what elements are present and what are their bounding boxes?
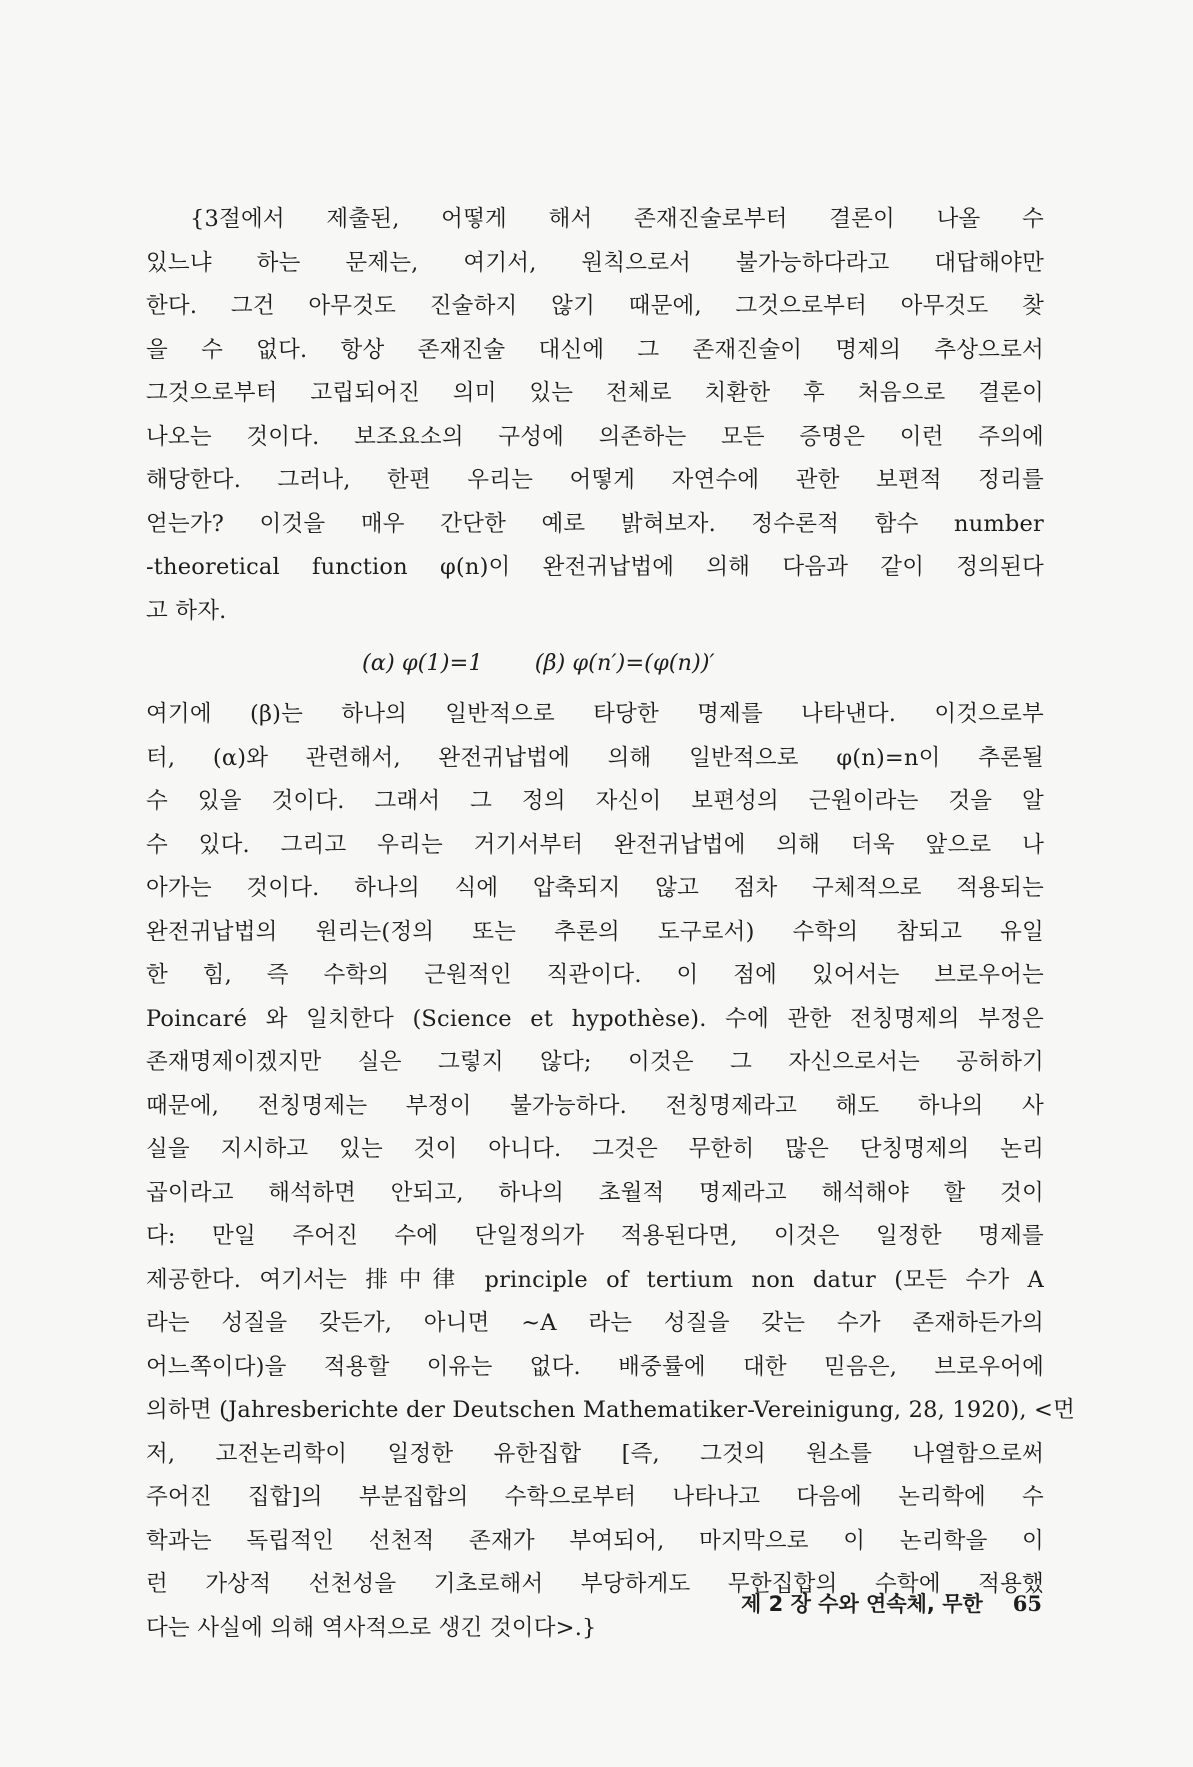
text-line: 여기에 (β)는 하나의 일반적으로 타당한 명제를 나타낸다. 이것으로부: [146, 701, 1044, 727]
text-line: 수 있을 것이다. 그래서 그 정의 자신이 보편성의 근원이라는 것을 알: [146, 788, 1044, 814]
text-line: 존재명제이겠지만 실은 그렇지 않다; 이것은 그 자신으로서는 공허하기: [146, 1049, 1044, 1075]
text-line: 다는 사실에 의해 역사적으로 생긴 것이다>.}: [146, 1614, 597, 1641]
text-line: 있느냐 하는 문제는, 여기서, 원칙으로서 불가능하다라고 대답해야만: [146, 249, 1044, 276]
chapter-title: 제 2 장 수와 연속체, 무한: [741, 1592, 983, 1616]
text-line: 실을 지시하고 있는 것이 아니다. 그것은 무한히 많은 단칭명제의 논리: [146, 1136, 1044, 1162]
paragraph-1: [146, 198, 1044, 633]
text-line: 얻는가? 이것을 매우 간단한 예로 밝혀보자. 정수론적 함수 number: [146, 510, 1044, 537]
text-line: {3절에서 제출된, 어떻게 해서 존재진술로부터 결론이 나올 수: [190, 206, 1044, 232]
text-line: 수 있다. 그리고 우리는 거기서부터 완전귀납법에 의해 더욱 앞으로 나: [146, 831, 1044, 858]
text-line: 저, 고전논리학이 일정한 유한집합 [즉, 그것의 원소를 나열함으로써: [146, 1440, 1044, 1467]
text-line: 한다. 그건 아무것도 진술하지 않기 때문에, 그것으로부터 아무것도 찾: [146, 293, 1044, 319]
page-number: 65: [1012, 1591, 1042, 1616]
text-line: 다: 만일 주어진 수에 단일정의가 적용된다면, 이것은 일정한 명제를: [146, 1223, 1044, 1249]
text-line: 그것으로부터 고립되어진 의미 있는 전체로 치환한 후 처음으로 결론이: [146, 380, 1044, 406]
text-line: 해당한다. 그러나, 한편 우리는 어떻게 자연수에 관한 보편적 정리를: [146, 467, 1044, 493]
text-line: 고 하자.: [146, 597, 227, 624]
text-line: 학과는 독립적인 선천적 존재가 부여되어, 마지막으로 이 논리학을 이: [146, 1527, 1044, 1554]
text-line: 곱이라고 해석하면 안되고, 하나의 초월적 명제라고 해석해야 할 것이: [146, 1179, 1044, 1206]
text-line: Poincaré 와 일치한다 (Science et hypothèse). 수에 관한 전칭명제의 부정은: [146, 1005, 1044, 1032]
text-line: 제공한다. 여기서는 排中律 principle of tertium non datur (모든 수가 A: [146, 1266, 1044, 1293]
text-line: 터, (α)와 관련해서, 완전귀납법에 의해 일반적으로 φ(n)=n이 추론될: [146, 744, 1044, 771]
text-line: 어느쪽이다)을 적용할 이유는 없다. 배중률에 대한 믿음은, 브로우어에: [146, 1353, 1044, 1380]
text-line: 때문에, 전칭명제는 부정이 불가능하다. 전칭명제라고 해도 하나의 사: [146, 1092, 1044, 1119]
text-line: -theoretical function φ(n)이 완전귀납법에 의해 다음과 같이 정의된다: [146, 554, 1044, 580]
text-line: 을 수 없다. 항상 존재진술 대신에 그 존재진술이 명제의 추상으로서: [146, 336, 1044, 363]
text-line: 라는 성질을 갖든가, 아니면 ~A 라는 성질을 갖는 수가 존재하든가의: [146, 1310, 1044, 1336]
definition-formula: [146, 633, 1044, 693]
text-line: 완전귀납법의 원리는(정의 또는 추론의 도구로서) 수학의 참되고 유일: [146, 918, 1044, 945]
text-line: 한 힘, 즉 수학의 근원적인 직관이다. 이 점에 있어서는 브로우어는: [146, 962, 1044, 988]
text-line: 아가는 것이다. 하나의 식에 압축되지 않고 점차 구체적으로 적용되는: [146, 875, 1044, 901]
page-footer: [646, 1587, 1042, 1621]
text-line: 의하면 (Jahresberichte der Deutschen Mathematiker-Vereinigung, 28, 1920), <먼: [146, 1397, 1076, 1423]
paragraph-2: [146, 693, 1076, 1650]
text-line: 런 가상적 선천성을 기초로해서 부당하게도 무한집합의 수학에 적용했: [146, 1571, 1044, 1597]
formula-beta: (β) φ(n′)=(φ(n))′: [534, 650, 715, 676]
formula-alpha: (α) φ(1)=1: [362, 650, 483, 676]
body-text: [146, 198, 1076, 1650]
text-line: 주어진 집합]의 부분집합의 수학으로부터 나타나고 다음에 논리학에 수: [146, 1484, 1044, 1510]
text-line: 나오는 것이다. 보조요소의 구성에 의존하는 모든 증명은 이런 주의에: [146, 423, 1044, 450]
